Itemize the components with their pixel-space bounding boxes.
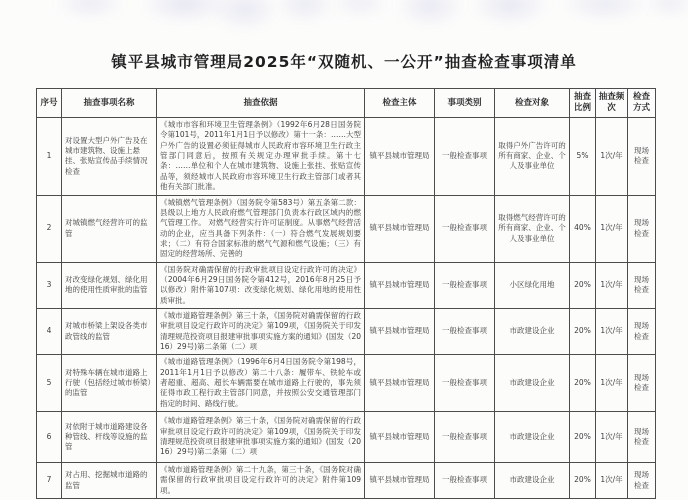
cell-no: 7 <box>37 463 62 499</box>
header-basis: 抽查依据 <box>157 89 365 118</box>
cell-basis: 《城市道路管理条例》（1996年6月4日国务院令第198号，2011年1月1日予以修改）第二十八条：履带车、铁轮车或者超重、超高、超长车辆需要在城市道路上行驶的，事先须征得市政工程行政主管部门同意，并按照公安交通管理部门指定的时间、路线行驶。 <box>157 355 365 412</box>
cell-no: 3 <box>37 262 62 308</box>
cell-method: 现场检查 <box>628 262 656 308</box>
table-row <box>37 195 656 262</box>
scan-artifact <box>210 0 280 32</box>
cell-category: 一般检查事项 <box>435 463 495 499</box>
cell-subject: 镇平县城市管理局 <box>365 355 435 412</box>
table-row <box>37 308 656 354</box>
scan-artifact <box>470 0 550 26</box>
cell-ratio: 20% <box>570 412 596 463</box>
cell-category: 一般检查事项 <box>435 412 495 463</box>
cell-method: 现场检查 <box>628 412 656 463</box>
header-subject: 检查主体 <box>365 89 435 118</box>
cell-method: 现场检查 <box>628 118 656 195</box>
header-no: 序号 <box>37 89 62 118</box>
cell-ratio: 20% <box>570 355 596 412</box>
cell-ratio: 40% <box>570 195 596 262</box>
cell-basis: 《城市道路管理条例》第三十条，《国务院对确需保留的行政审批项目设定行政许可的决定》第109项，《国务院关于印发清理规范投资项目报建审批事项实施方案的通知》(国发（2016）29号)第二条第（二）项 <box>157 308 365 354</box>
cell-item-name: 对设置大型户外广告及在城市建筑物、设施上悬挂、张贴宣传品手续情况检查 <box>62 118 157 195</box>
cell-basis: 《城市市容和环境卫生管理条例》（1992年6月28日国务院令第101号，2011年1月1日予以修改）第十一条：……大型户外广告的设置必须征得城市人民政府市容环境卫生行政主管部门同意后，按照有关规定办理审批手续。第十七条：……单位和个人在城市建筑物、设施上张挂、张贴宣传品等，须经城市人民政府市容环境卫生行政主管部门或者其他有关部门批准。 <box>157 118 365 195</box>
cell-method: 现场检查 <box>628 355 656 412</box>
cell-subject: 镇平县城市管理局 <box>365 412 435 463</box>
cell-item-name: 对城镇燃气经营许可的监管 <box>62 195 157 262</box>
cell-no: 2 <box>37 195 62 262</box>
cell-no: 6 <box>37 412 62 463</box>
cell-target: 市政建设企业 <box>495 308 570 354</box>
scan-artifact <box>55 0 125 20</box>
header-category: 事项类别 <box>435 89 495 118</box>
cell-target: 市政建设企业 <box>495 355 570 412</box>
table-row <box>37 262 656 308</box>
cell-method: 现场检查 <box>628 463 656 499</box>
header-ratio: 抽查比例 <box>570 89 596 118</box>
cell-frequency: 1次/年 <box>596 262 628 308</box>
cell-basis: 《城市道路管理条例》第二十九条，第三十条，《国务院对确需保留的行政审批项目设定行政许可的决定》附件第109项。 <box>157 463 365 499</box>
cell-target: 小区绿化用地 <box>495 262 570 308</box>
cell-category: 一般检查事项 <box>435 195 495 262</box>
cell-target: 市政建设企业 <box>495 412 570 463</box>
cell-ratio: 20% <box>570 308 596 354</box>
cell-ratio: 20% <box>570 262 596 308</box>
table-row <box>37 412 656 463</box>
header-method: 检查方式 <box>628 89 656 118</box>
cell-category: 一般检查事项 <box>435 308 495 354</box>
page-title: 镇平县城市管理局2025年“双随机、一公开”抽查检查事项清单 <box>111 53 577 71</box>
cell-target: 取得燃气经营许可的所有商家、企业、个人及事业单位 <box>495 195 570 262</box>
table-row <box>37 463 656 499</box>
cell-item-name: 对改变绿化规划、绿化用地的使用性质审批的监管 <box>62 262 157 308</box>
table-row <box>37 118 656 195</box>
scan-artifact <box>560 0 650 22</box>
cell-subject: 镇平县城市管理局 <box>365 195 435 262</box>
cell-frequency: 1次/年 <box>596 308 628 354</box>
table-header-row <box>37 89 656 118</box>
scan-artifact <box>645 0 688 18</box>
cell-item-name: 对依附于城市道路建设各种管线、杆线等设施的监管 <box>62 412 157 463</box>
cell-item-name: 对特殊车辆在城市道路上行驶（包括经过城市桥梁）的监管 <box>62 355 157 412</box>
cell-subject: 镇平县城市管理局 <box>365 118 435 195</box>
cell-basis: 《城镇燃气管理条例》（国务院令第583号）第五条第二款：县级以上地方人民政府燃气管理部门负责本行政区域内的燃气管理工作。 对燃气经营实行许可证制度。从事燃气经营活动的企业，应当具备下列条件：（一）符合燃气发展规划要求；（二）有符合国家标准的燃气气源和燃气设施；（三）有固定的经营场所、完善的 <box>157 195 365 262</box>
cell-category: 一般检查事项 <box>435 118 495 195</box>
header-frequency: 抽查频次 <box>596 89 628 118</box>
cell-frequency: 1次/年 <box>596 463 628 499</box>
cell-no: 5 <box>37 355 62 412</box>
scan-artifact <box>395 0 465 28</box>
cell-item-name: 对占用、挖掘城市道路的监管 <box>62 463 157 499</box>
cell-basis: 《城市道路管理条例》第三十条，《国务院对确需保留的行政审批项目设定行政许可的决定》第109项，《国务院关于印发清理规范投资项目报建审批事项实施方案的通知》(国发（2016）29号)第二条第（二）项 <box>157 412 365 463</box>
header-target: 检查对象 <box>495 89 570 118</box>
cell-category: 一般检查事项 <box>435 355 495 412</box>
cell-method: 现场检查 <box>628 308 656 354</box>
cell-subject: 镇平县城市管理局 <box>365 308 435 354</box>
cell-target: 取得户外广告许可的所有商家、企业、个人及事业单位 <box>495 118 570 195</box>
cell-target: 市政建设企业 <box>495 463 570 499</box>
cell-basis: 《国务院对确需保留的行政审批项目设定行政许可的决定》（2004年6月29日国务院令第412号，2016年8月25日予以修改）附件第107项：改变绿化规划、绿化用地的使用性质审批。 <box>157 262 365 308</box>
cell-ratio: 20% <box>570 463 596 499</box>
cell-frequency: 1次/年 <box>596 118 628 195</box>
cell-category: 一般检查事项 <box>435 262 495 308</box>
cell-no: 4 <box>37 308 62 354</box>
cell-frequency: 1次/年 <box>596 412 628 463</box>
header-item-name: 抽查事项名称 <box>62 89 157 118</box>
cell-item-name: 对城市桥梁上架设各类市政管线的监管 <box>62 308 157 354</box>
table-row <box>37 355 656 412</box>
scan-artifact <box>330 0 390 18</box>
cell-ratio: 5% <box>570 118 596 195</box>
cell-subject: 镇平县城市管理局 <box>365 262 435 308</box>
cell-frequency: 1次/年 <box>596 195 628 262</box>
cell-no: 1 <box>37 118 62 195</box>
cell-subject: 镇平县城市管理局 <box>365 463 435 499</box>
scan-artifact <box>140 0 230 24</box>
scan-artifact <box>275 0 335 24</box>
cell-frequency: 1次/年 <box>596 355 628 412</box>
inspection-items-table <box>36 88 656 499</box>
cell-method: 现场检查 <box>628 195 656 262</box>
